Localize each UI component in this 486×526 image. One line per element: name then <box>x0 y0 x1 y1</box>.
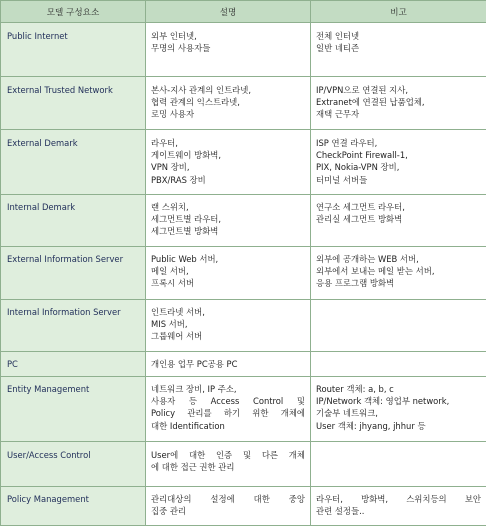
component-name-cell <box>1 195 146 247</box>
component-name: Internal Information Server <box>7 306 140 318</box>
component-name: External Information Server <box>7 253 140 265</box>
remark-cell <box>311 23 486 77</box>
description-line: 관리대상의 설정에 대한 중앙 <box>151 493 305 505</box>
description-line: 사용자 등 Access Control 및 <box>151 395 305 407</box>
component-name: Policy Management <box>7 493 140 505</box>
component-name: External Demark <box>7 137 140 149</box>
remark-line: 기술부 네트워크, <box>316 407 481 419</box>
remark-line: 연구소 세그먼트 라우터, <box>316 201 481 213</box>
component-name-cell <box>1 487 146 526</box>
description-line: 메일 서버, <box>151 265 305 277</box>
remark-line: PIX, Nokia-VPN 장비, <box>316 161 481 173</box>
description-line: 인트라넷 서버, <box>151 306 305 318</box>
table-row <box>1 195 486 247</box>
description-line: 게이트웨이 방화벽, <box>151 149 305 161</box>
description-line: 라우터, <box>151 137 305 149</box>
remark-line: ISP 연결 라우터, <box>316 137 481 149</box>
remark-line: User 객체: jhyang, jhhur 등 <box>316 420 481 432</box>
component-name: User/Access Control <box>7 449 140 461</box>
description-cell <box>146 77 311 130</box>
description-cell <box>146 352 311 377</box>
component-name-cell <box>1 377 146 442</box>
component-name-cell <box>1 77 146 130</box>
remark-cell <box>311 442 486 487</box>
description-cell <box>146 195 311 247</box>
remark-line: 응용 프로그램 방화벽 <box>316 277 481 289</box>
description-line: 개인용 업무 PC공용 PC <box>151 358 305 370</box>
description-line: 무명의 사용자들 <box>151 42 305 54</box>
description-cell <box>146 442 311 487</box>
description-line: 협력 관계의 익스트라넷, <box>151 96 305 108</box>
description-line: PBX/RAS 장비 <box>151 174 305 186</box>
remark-line: 터미널 서버들 <box>316 174 481 186</box>
remark-line: 외부에서 보내는 메일 받는 서버, <box>316 265 481 277</box>
remark-line: 일반 네티즌 <box>316 42 481 54</box>
remark-line: 전체 인터넷 <box>316 30 481 42</box>
table-row <box>1 352 486 377</box>
description-cell <box>146 377 311 442</box>
component-name-cell <box>1 442 146 487</box>
header-description: 설명 <box>146 1 311 23</box>
description-line: 세그먼트별 방화벽 <box>151 225 305 237</box>
remark-line: Router 객체: a, b, c <box>316 383 481 395</box>
remark-cell <box>311 352 486 377</box>
remark-cell <box>311 377 486 442</box>
component-name-cell <box>1 130 146 195</box>
remark-line: IP/VPN으로 연결된 지사, <box>316 84 481 96</box>
table-row <box>1 300 486 352</box>
description-line: MIS 서버, <box>151 318 305 330</box>
component-name-cell <box>1 352 146 377</box>
table-row <box>1 442 486 487</box>
remark-line: 관련 설정들.. <box>316 505 481 517</box>
description-cell <box>146 247 311 300</box>
remark-line: 라우터, 방화벽, 스위치등의 보안 <box>316 493 481 505</box>
description-line: 그룹웨어 서버 <box>151 330 305 342</box>
description-cell <box>146 487 311 526</box>
header-component: 모델 구성요소 <box>1 1 146 23</box>
remark-cell <box>311 195 486 247</box>
description-line: Public Web 서버, <box>151 253 305 265</box>
description-line: 네트워크 장비, IP 주소, <box>151 383 305 395</box>
description-line: 본사-지사 관계의 인트라넷, <box>151 84 305 96</box>
remark-cell <box>311 247 486 300</box>
table-row <box>1 23 486 77</box>
remark-line: 외부에 공개하는 WEB 서버, <box>316 253 481 265</box>
description-line: 세그먼트별 라우터, <box>151 213 305 225</box>
remark-cell <box>311 300 486 352</box>
description-cell <box>146 130 311 195</box>
component-name: Internal Demark <box>7 201 140 213</box>
remark-line: IP/Network 객체: 영업부 network, <box>316 395 481 407</box>
component-name-cell <box>1 300 146 352</box>
remark-line: Extranet에 연결된 납품업체, <box>316 96 481 108</box>
component-name: PC <box>7 358 140 370</box>
component-name-cell <box>1 247 146 300</box>
component-name-cell <box>1 23 146 77</box>
description-line: 랜 스위치, <box>151 201 305 213</box>
table-row <box>1 487 486 526</box>
table-row <box>1 130 486 195</box>
description-line: 로밍 사용자 <box>151 108 305 120</box>
description-line: VPN 장비, <box>151 161 305 173</box>
description-line: 집중 관리 <box>151 505 305 517</box>
table-row <box>1 77 486 130</box>
description-cell <box>146 23 311 77</box>
description-line: User에 대한 인증 및 다른 개체 <box>151 449 305 461</box>
remark-line: CheckPoint Firewall-1, <box>316 149 481 161</box>
remark-line: 관리실 세그먼트 방화벽 <box>316 213 481 225</box>
remark-cell <box>311 77 486 130</box>
table-row <box>1 377 486 442</box>
header-remarks: 비고 <box>311 1 486 23</box>
description-cell <box>146 300 311 352</box>
component-name: Public Internet <box>7 30 140 42</box>
remark-line: 재택 근무자 <box>316 108 481 120</box>
remark-cell <box>311 487 486 526</box>
description-line: 대한 Identification <box>151 420 305 432</box>
description-line: 에 대한 접근 권한 관리 <box>151 461 305 473</box>
description-line: Policy 관리를 하기 위한 개체에 <box>151 407 305 419</box>
remark-cell <box>311 130 486 195</box>
description-line: 프록시 서버 <box>151 277 305 289</box>
component-name: Entity Management <box>7 383 140 395</box>
component-name: External Trusted Network <box>7 84 140 96</box>
description-line: 외부 인터넷, <box>151 30 305 42</box>
table-row <box>1 247 486 300</box>
header-row <box>1 1 486 23</box>
